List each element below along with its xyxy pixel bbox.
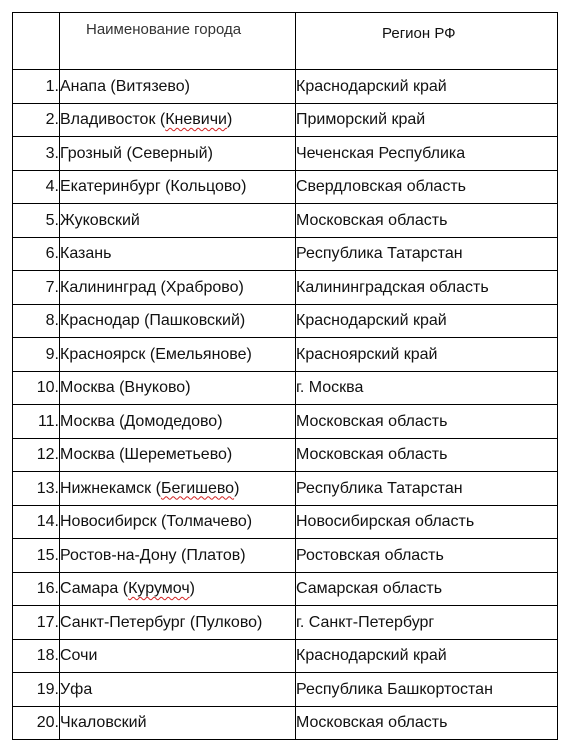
header-city: Наименование города — [60, 13, 296, 70]
region-name: Ростовская область — [296, 539, 558, 573]
table-row — [13, 639, 558, 673]
cities-table — [12, 12, 558, 740]
city-name: Москва (Внуково) — [60, 371, 296, 405]
row-number: 3. — [13, 137, 60, 171]
city-name-part: Владивосток ( — [60, 111, 166, 129]
spellcheck-flagged-word: Курумоч — [128, 580, 190, 598]
row-number: 10. — [13, 371, 60, 405]
row-number: 13. — [13, 472, 60, 506]
city-name: Екатеринбург (Кольцово) — [60, 170, 296, 204]
table-row — [13, 706, 558, 740]
region-name: Краснодарский край — [296, 639, 558, 673]
region-name: Приморский край — [296, 103, 558, 137]
region-name: Чеченская Республика — [296, 137, 558, 171]
table-body — [13, 13, 558, 740]
table-row — [13, 505, 558, 539]
region-name: Краснодарский край — [296, 304, 558, 338]
table-row — [13, 103, 558, 137]
header-region: Регион РФ — [296, 13, 558, 70]
city-name-part: ) — [189, 580, 195, 598]
city-name: Сочи — [60, 639, 296, 673]
row-number: 4. — [13, 170, 60, 204]
table-row — [13, 70, 558, 104]
row-number: 15. — [13, 539, 60, 573]
table-row — [13, 673, 558, 707]
table-row — [13, 539, 558, 573]
row-number: 1. — [13, 70, 60, 104]
city-name-part: ) — [226, 111, 233, 129]
city-name: Краснодар (Пашковский) — [60, 304, 296, 338]
region-name: Московская область — [296, 438, 558, 472]
city-name-part: Самара ( — [60, 580, 129, 598]
region-name: Республика Татарстан — [296, 472, 558, 506]
region-name: Новосибирская область — [296, 505, 558, 539]
region-name: Московская область — [296, 204, 558, 238]
city-name: Новосибирск (Толмачево) — [60, 505, 296, 539]
region-name: Красноярский край — [296, 338, 558, 372]
table-row — [13, 338, 558, 372]
city-name — [60, 572, 296, 606]
row-number: 20. — [13, 706, 60, 740]
table-row — [13, 572, 558, 606]
city-name: Жуковский — [60, 204, 296, 238]
city-name: Уфа — [60, 673, 296, 707]
row-number: 16. — [13, 572, 60, 606]
city-name: Санкт-Петербург (Пулково) — [60, 606, 296, 640]
region-name: Московская область — [296, 706, 558, 740]
table-row — [13, 371, 558, 405]
table-row — [13, 472, 558, 506]
city-name: Москва (Домодедово) — [60, 405, 296, 439]
region-name: Московская область — [296, 405, 558, 439]
city-name: Анапа (Витязево) — [60, 70, 296, 104]
city-name-part: ) — [234, 479, 240, 497]
city-name: Казань — [60, 237, 296, 271]
row-number: 8. — [13, 304, 60, 338]
region-name: Самарская область — [296, 572, 558, 606]
spellcheck-flagged-word: Бегишево — [160, 479, 235, 497]
city-name: Ростов-на-Дону (Платов) — [60, 539, 296, 573]
region-name: Свердловская область — [296, 170, 558, 204]
region-name: Республика Башкортостан — [296, 673, 558, 707]
city-name: Красноярск (Емельянове) — [60, 338, 296, 372]
region-name: г. Москва — [296, 371, 558, 405]
row-number: 14. — [13, 505, 60, 539]
table-row — [13, 304, 558, 338]
row-number: 5. — [13, 204, 60, 238]
city-name: Чкаловский — [60, 706, 296, 740]
table-row — [13, 237, 558, 271]
table-row — [13, 204, 558, 238]
region-name: г. Санкт-Петербург — [296, 606, 558, 640]
row-number: 6. — [13, 237, 60, 271]
city-name: Грозный (Северный) — [60, 137, 296, 171]
city-name: Калининград (Храброво) — [60, 271, 296, 305]
region-name: Калининградская область — [296, 271, 558, 305]
row-number: 9. — [13, 338, 60, 372]
table-row — [13, 405, 558, 439]
spellcheck-flagged-word: Кневичи — [165, 111, 227, 129]
row-number: 17. — [13, 606, 60, 640]
region-name: Республика Татарстан — [296, 237, 558, 271]
table-row — [13, 170, 558, 204]
row-number: 18. — [13, 639, 60, 673]
table-row — [13, 271, 558, 305]
city-name-part: Нижнекамск ( — [60, 479, 161, 497]
city-name — [60, 472, 296, 506]
row-number: 19. — [13, 673, 60, 707]
table-header-row — [13, 13, 558, 70]
row-number: 7. — [13, 271, 60, 305]
table-row — [13, 438, 558, 472]
header-number — [13, 13, 60, 70]
table-row — [13, 606, 558, 640]
table-row — [13, 137, 558, 171]
city-name — [60, 103, 296, 137]
row-number: 11. — [13, 405, 60, 439]
row-number: 12. — [13, 438, 60, 472]
region-name: Краснодарский край — [296, 70, 558, 104]
row-number: 2. — [13, 103, 60, 137]
city-name: Москва (Шереметьево) — [60, 438, 296, 472]
